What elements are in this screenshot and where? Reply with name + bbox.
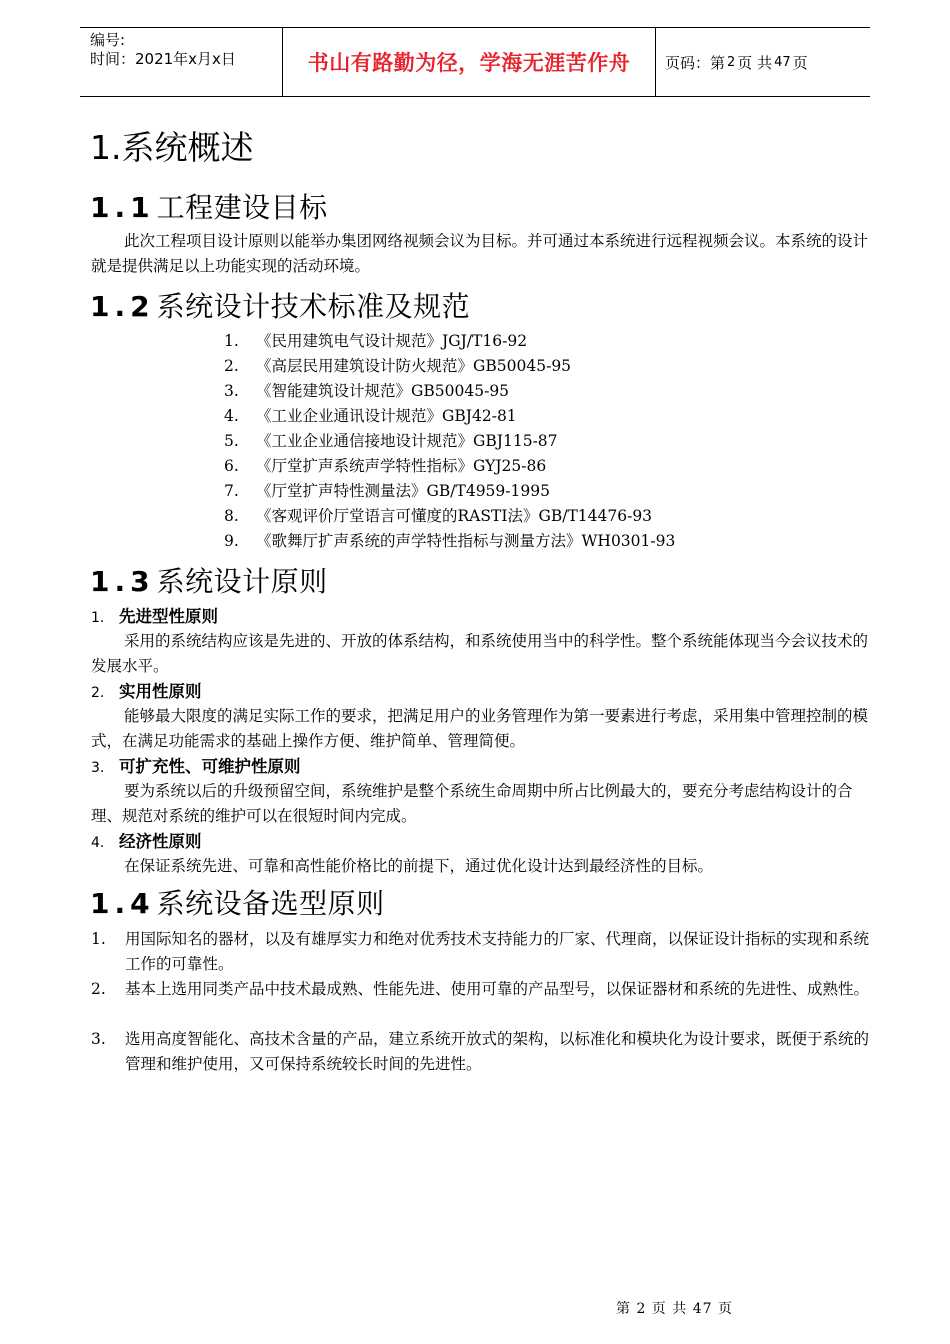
list-item: 9. 《歌舞厅扩声系统的声学特性指标与测量方法》WH0301-93 (224, 532, 676, 550)
section-number: 1.4 (90, 887, 155, 920)
principle-text: 要为系统以后的升级预留空间，系统维护是整个系统生命周期中所占比例最大的，要充分考虑结构设计的合理、规范对系统的维护可以在很短时间内完成。 (91, 782, 853, 825)
section-number: 1.2 (90, 290, 155, 323)
principle-text: 在保证系统先进、可靠和高性能价格比的前提下，通过优化设计达到最经济性的目标。 (124, 857, 714, 875)
principle-title: 3. 可扩充性、可维护性原则 (91, 757, 301, 776)
chapter-title: 1.系统概述 (90, 128, 254, 167)
principle-text: 采用的系统结构应该是先进的、开放的体系结构，和系统使用当中的科学性。整个系统能体现当今会议技术的发展水平。 (91, 632, 869, 675)
list-item: 3. 选用高度智能化、高技术含量的产品，建立系统开放式的架构，以标准化和模块化为设计要求，既便于系统的管理和维护使用，又可保持系统较长时间的先进性。 (91, 1030, 870, 1073)
list-item: 3. 《智能建筑设计规范》GB50045-95 (224, 382, 510, 400)
page-prefix: 页码：第 (665, 53, 726, 72)
page-header (80, 27, 870, 97)
page-footer: 第 2 页 共 47 页 (616, 1301, 733, 1317)
principle-title: 1. 先进型性原则 (91, 607, 218, 626)
section-1-1-paragraph: 此次工程项目设计原则以能举办集团网络视频会议为目标。并可通过本系统进行远程视频会议。本系统的设计就是提供满足以上功能实现的活动环境。 (91, 232, 869, 275)
principle-text: 能够最大限度的满足实际工作的要求，把满足用户的业务管理作为第一要素进行考虑，采用集中管理控制的模式，在满足功能需求的基础上操作方便、维护简单、管理简便。 (91, 707, 869, 750)
principle-title: 4. 经济性原则 (91, 832, 202, 851)
page-current: 2 (727, 54, 736, 70)
serial-label: 编号: (90, 31, 126, 49)
list-item: 7. 《厅堂扩声特性测量法》GB/T4959-1995 (224, 482, 550, 500)
section-heading-1-4 (90, 882, 385, 922)
header-info (80, 28, 282, 96)
header-page-number (656, 28, 870, 96)
section-title: 系统设计技术标准及规范 (156, 290, 471, 323)
section-heading-1-3 (90, 560, 328, 600)
section-title: 工程建设目标 (156, 191, 328, 224)
list-item: 4. 《工业企业通讯设计规范》GBJ42-81 (224, 407, 517, 425)
principle-title: 2. 实用性原则 (91, 682, 202, 701)
list-item: 5. 《工业企业通信接地设计规范》GBJ115-87 (224, 432, 558, 450)
page-suffix: 页 (792, 53, 808, 72)
list-item: 8. 《客观评价厅堂语言可懂度的RASTI法》GB/T14476-93 (224, 507, 653, 525)
list-item: 1. 用国际知名的器材，以及有雄厚实力和绝对优秀技术支持能力的厂家、代理商，以保证设计指标的实现和系统工作的可靠性。 (91, 930, 870, 973)
section-heading-1-1 (90, 186, 328, 226)
section-number: 1.3 (90, 565, 155, 598)
list-item: 2. 《高层民用建筑设计防火规范》GB50045-95 (224, 357, 572, 375)
section-title: 系统设备选型原则 (156, 887, 385, 920)
section-number: 1.1 (90, 191, 155, 224)
page-total: 47 (774, 54, 791, 70)
standards-list (224, 329, 675, 554)
section-title: 系统设计原则 (156, 565, 328, 598)
time-label: 时间：2021年x月x日 (90, 50, 236, 68)
list-item: 2. 基本上选用同类产品中技术最成熟、性能先进、使用可靠的产品型号，以保证器材和系统的先进性、成熟性。 (91, 980, 870, 998)
list-item: 1. 《民用建筑电气设计规范》JGJ/T16-92 (224, 332, 528, 350)
page-mid: 页 共 (737, 53, 773, 72)
header-motto: 书山有路勤为径，学海无涯苦作舟 (282, 28, 656, 96)
list-item: 6. 《厅堂扩声系统声学特性指标》GYJ25-86 (224, 457, 547, 475)
section-heading-1-2 (90, 285, 470, 325)
